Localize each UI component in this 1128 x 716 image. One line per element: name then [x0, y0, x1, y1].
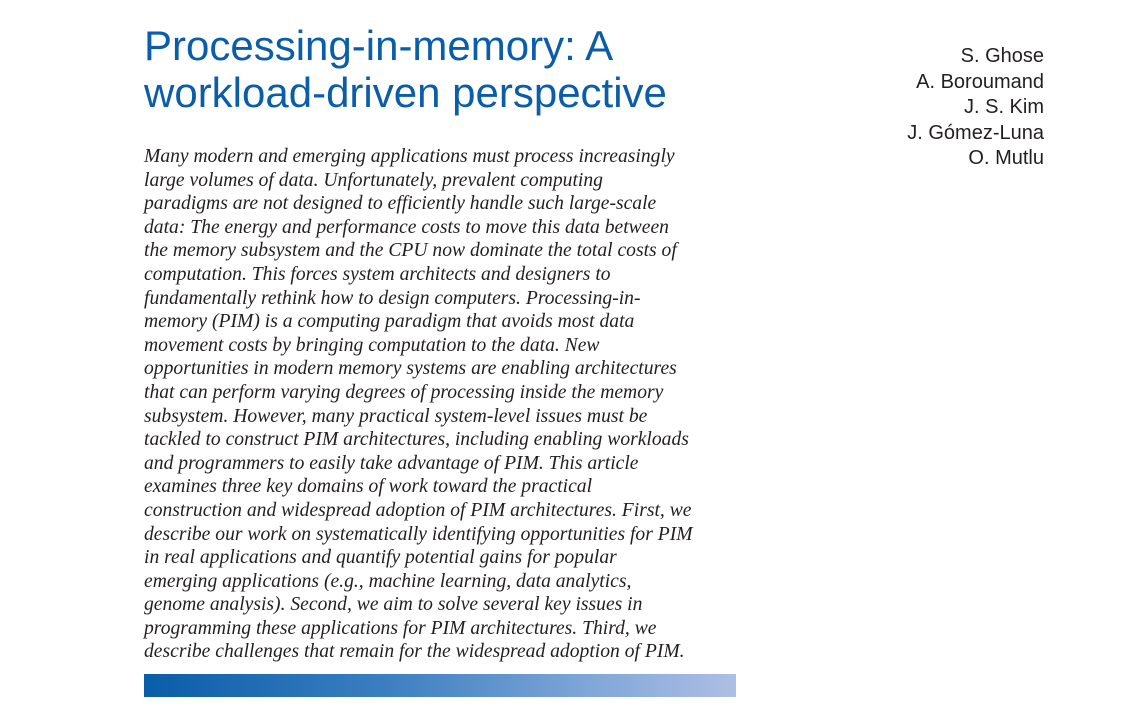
abstract-line: Many modern and emerging applications must process increasingly: [144, 146, 675, 167]
abstract-line: paradigms are not designed to efficiently handle such large-scale: [144, 193, 657, 215]
abstract-line: emerging applications (e.g., machine learning, data analytics,: [144, 570, 632, 592]
abstract-line: fundamentally rethink how to design computers. Processing-in-: [144, 287, 641, 309]
abstract-line: describe our work on systematically identifying opportunities for PIM: [144, 523, 693, 545]
abstract: [144, 145, 744, 664]
abstract-line: subsystem. However, many practical system-level issues must be: [144, 405, 648, 427]
abstract-line: opportunities in modern memory systems are enabling architectures: [144, 358, 677, 380]
abstract-line: data: The energy and performance costs to move this data between: [144, 216, 669, 238]
abstract-line: large volumes of data. Unfortunately, prevalent computing: [144, 169, 603, 191]
author-list: [907, 44, 1044, 172]
title-line-2: workload-driven perspective: [144, 69, 667, 116]
abstract-line: in real applications and quantify potential gains for popular: [144, 547, 617, 569]
abstract-line: computation. This forces system architects and designers to: [144, 263, 611, 285]
paper-title: [144, 22, 764, 116]
abstract-line: that can perform varying degrees of processing inside the memory: [144, 381, 664, 403]
abstract-line: tackled to construct PIM architectures, including enabling workloads: [144, 429, 689, 451]
author-name: A. Boroumand: [916, 70, 1044, 93]
abstract-line: genome analysis). Second, we aim to solve several key issues in: [144, 594, 643, 616]
author-name: O. Mutlu: [968, 147, 1044, 169]
abstract-line: examines three key domains of work toward the practical: [144, 476, 593, 498]
author-name: J. S. Kim: [963, 96, 1044, 118]
author-name: J. Gómez-Luna: [907, 121, 1044, 144]
abstract-line: the memory subsystem and the CPU now dominate the total costs of: [144, 240, 677, 262]
author-name: S. Ghose: [960, 45, 1044, 67]
abstract-line: memory (PIM) is a computing paradigm that avoids most data: [144, 311, 635, 333]
abstract-line: programming these applications for PIM architectures. Third, we: [144, 617, 657, 639]
abstract-line: construction and widespread adoption of PIM architectures. First, we: [144, 499, 692, 521]
title-line-1: Processing-in-memory: A: [144, 22, 614, 69]
decorative-gradient-bar: [144, 674, 736, 697]
abstract-line: movement costs by bringing computation to the data. New: [144, 334, 600, 356]
abstract-line: and programmers to easily take advantage of PIM. This article: [144, 452, 639, 474]
abstract-line: describe challenges that remain for the widespread adoption of PIM.: [144, 641, 685, 663]
